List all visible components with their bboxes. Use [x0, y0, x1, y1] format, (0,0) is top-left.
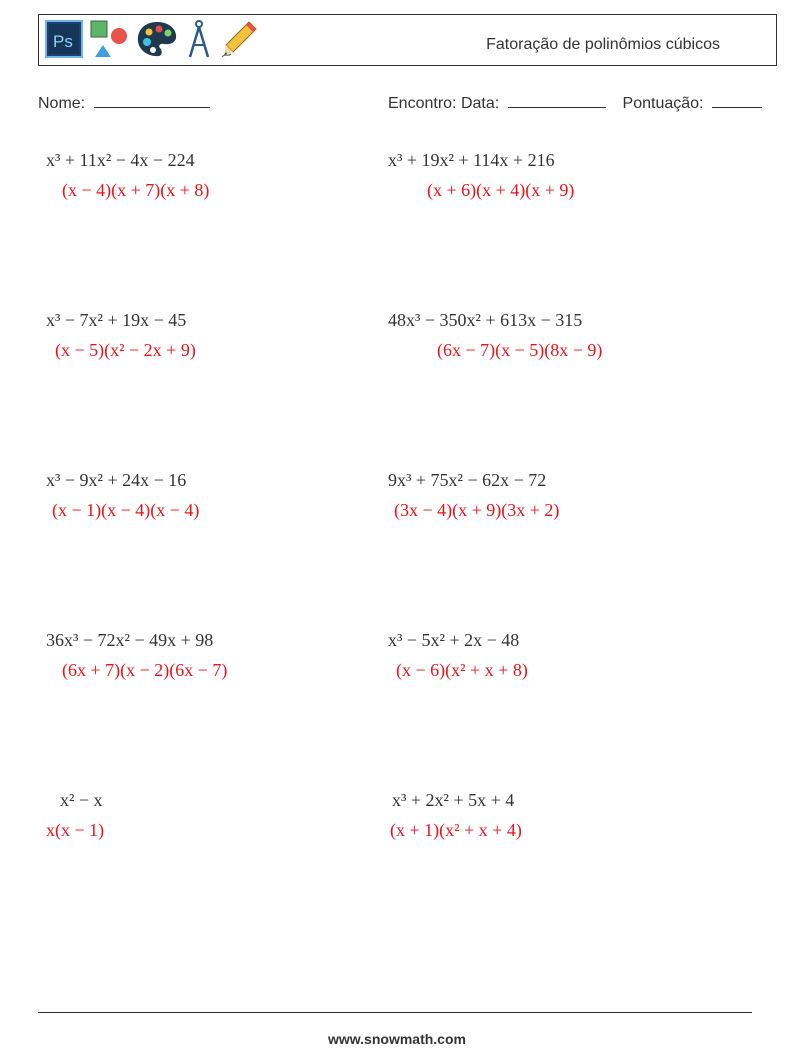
- meeting-label: Encontro:: [388, 95, 457, 112]
- worksheet-title: Fatoração de polinômios cúbicos: [486, 36, 720, 53]
- meeting-date-score-fields: [388, 93, 762, 113]
- svg-text:Ps: Ps: [53, 31, 73, 51]
- problem-3-answer: (x − 5)(x² − 2x + 9): [55, 340, 196, 360]
- name-label: Nome:: [38, 95, 86, 112]
- date-label: Data:: [460, 95, 500, 112]
- worksheet-header: [38, 14, 777, 66]
- problem-7-question: 36x³ − 72x² − 49x + 98: [46, 630, 214, 650]
- problem-1-question: x³ + 11x² − 4x − 224: [46, 150, 195, 170]
- photoshop-icon: [45, 20, 83, 63]
- problem-3-question: x³ − 7x² + 19x − 45: [46, 310, 187, 330]
- compass-icon: [185, 19, 213, 64]
- problem-10-question: x³ + 2x² + 5x + 4: [392, 790, 515, 810]
- problem-8-question: x³ − 5x² + 2x − 48: [388, 630, 520, 650]
- footer-divider: [38, 1012, 752, 1013]
- problem-9-answer: x(x − 1): [46, 820, 105, 840]
- problem-6-answer: (3x − 4)(x + 9)(3x + 2): [394, 500, 560, 520]
- problem-2-question: x³ + 19x² + 114x + 216: [388, 150, 555, 170]
- footer-url: www.snowmath.com: [328, 1031, 466, 1047]
- problem-1-answer: (x − 4)(x + 7)(x + 8): [62, 180, 210, 200]
- problem-7-answer: (6x + 7)(x − 2)(6x − 7): [62, 660, 228, 680]
- name-blank-line: [94, 93, 210, 108]
- name-field: [38, 93, 210, 113]
- header-icons: [45, 19, 265, 63]
- shapes-icon: [89, 19, 129, 64]
- problem-5-answer: (x − 1)(x − 4)(x − 4): [52, 500, 200, 520]
- problem-6-question: 9x³ + 75x² − 62x − 72: [388, 470, 547, 490]
- palette-icon: [135, 19, 179, 64]
- score-label: Pontuação:: [622, 95, 704, 112]
- problem-10-answer: (x + 1)(x² + x + 4): [390, 820, 522, 840]
- problem-4-question: 48x³ − 350x² + 613x − 315: [388, 310, 583, 330]
- problem-5-question: x³ − 9x² + 24x − 16: [46, 470, 187, 490]
- problem-9-question: x² − x: [60, 790, 103, 810]
- score-blank-line: [712, 93, 762, 108]
- problem-8-answer: (x − 6)(x² + x + 8): [396, 660, 528, 680]
- problem-4-answer: (6x − 7)(x − 5)(8x − 9): [437, 340, 603, 360]
- pencil-icon: [219, 19, 259, 64]
- date-blank-line: [508, 93, 606, 108]
- problem-2-answer: (x + 6)(x + 4)(x + 9): [427, 180, 575, 200]
